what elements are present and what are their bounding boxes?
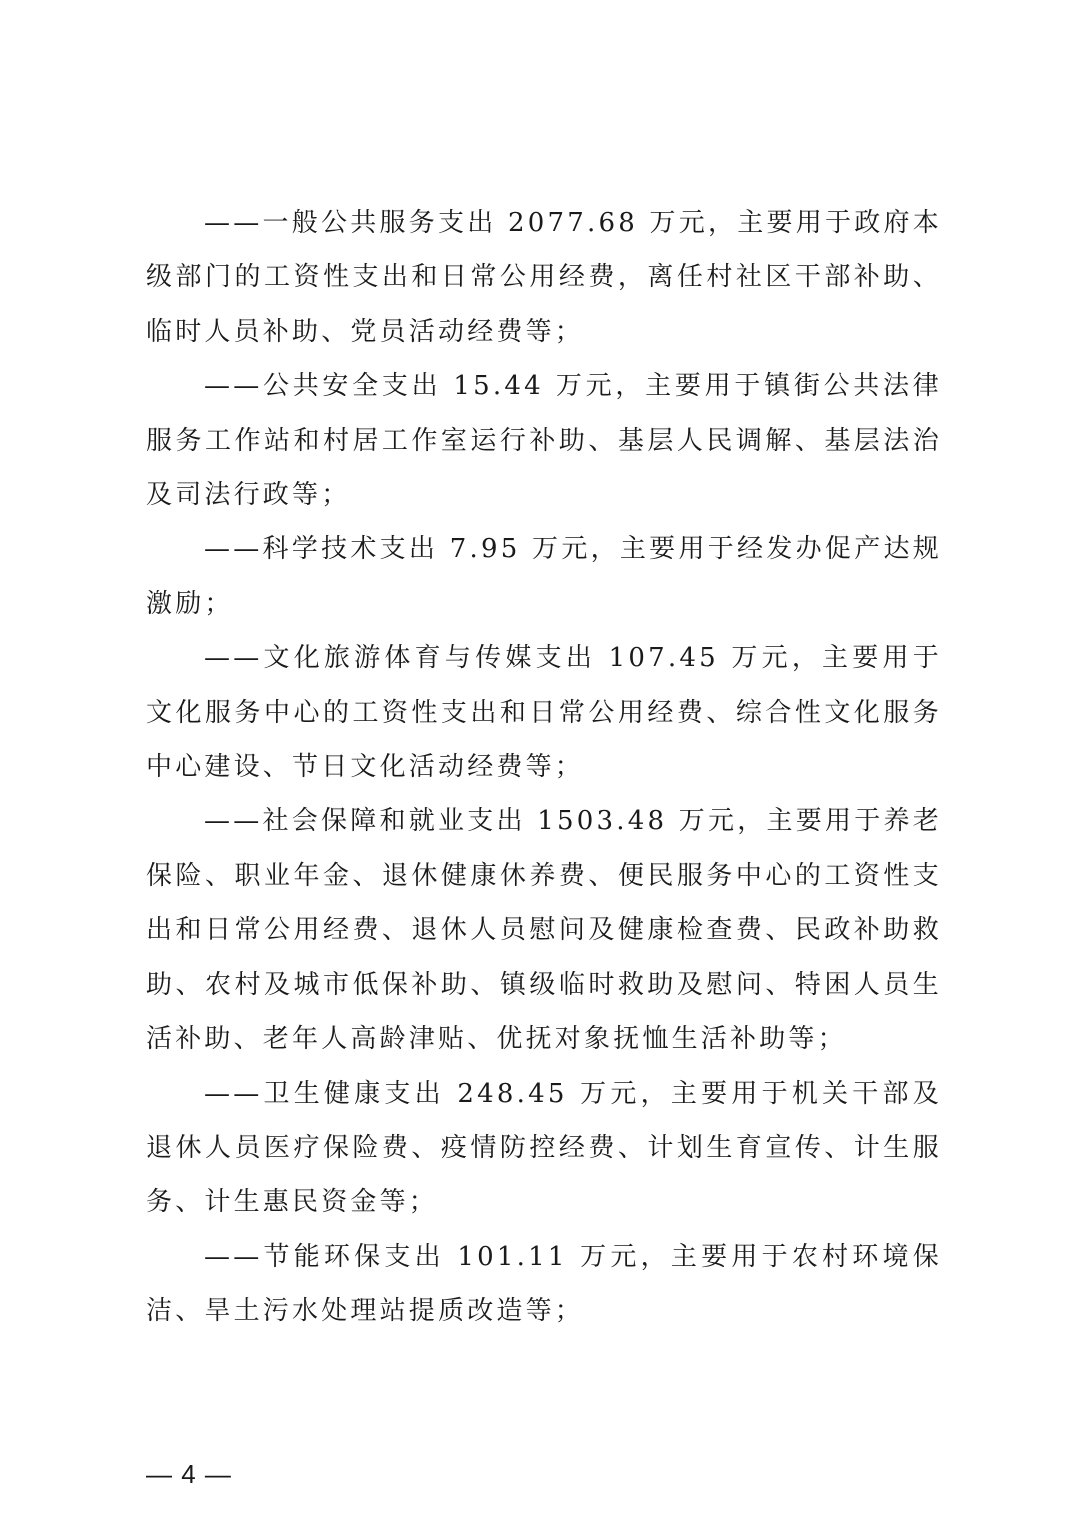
document-body (146, 196, 942, 1339)
page-number: — 4 — (146, 1459, 232, 1489)
paragraph-public-safety: ——公共安全支出 15.44 万元，主要用于镇街公共法律服务工作站和村居工作室运行补助、基层人民调解、基层法治及司法行政等； (146, 371, 942, 511)
paragraph-health: ——卫生健康支出 248.45 万元，主要用于机关干部及退休人员医疗保险费、疫情防控经费、计划生育宣传、计生服务、计生惠民资金等； (146, 1078, 942, 1218)
paragraph-social-security-employment: ——社会保障和就业支出 1503.48 万元，主要用于养老保险、职业年金、退休健康休养费、便民服务中心的工资性支出和日常公用经费、退休人员慰问及健康检查费、民政补助救助、农村及城市低保补助、镇级临时救助及慰问、特困人员生活补助、老年人高龄津贴、优抚对象抚恤生活补助等； (146, 806, 942, 1055)
paragraph-culture-tourism-sports-media: ——文化旅游体育与传媒支出 107.45 万元，主要用于文化服务中心的工资性支出和日常公用经费、综合性文化服务中心建设、节日文化活动经费等； (146, 643, 942, 783)
paragraph-science-technology: ——科学技术支出 7.95 万元，主要用于经发办促产达规激励； (146, 534, 942, 619)
paragraph-energy-environment: ——节能环保支出 101.11 万元，主要用于农村环境保洁、旱土污水处理站提质改造等； (146, 1241, 942, 1327)
paragraph-general-public-services: ——一般公共服务支出 2077.68 万元，主要用于政府本级部门的工资性支出和日常公用经费，离任村社区干部补助、临时人员补助、党员活动经费等； (146, 208, 942, 347)
